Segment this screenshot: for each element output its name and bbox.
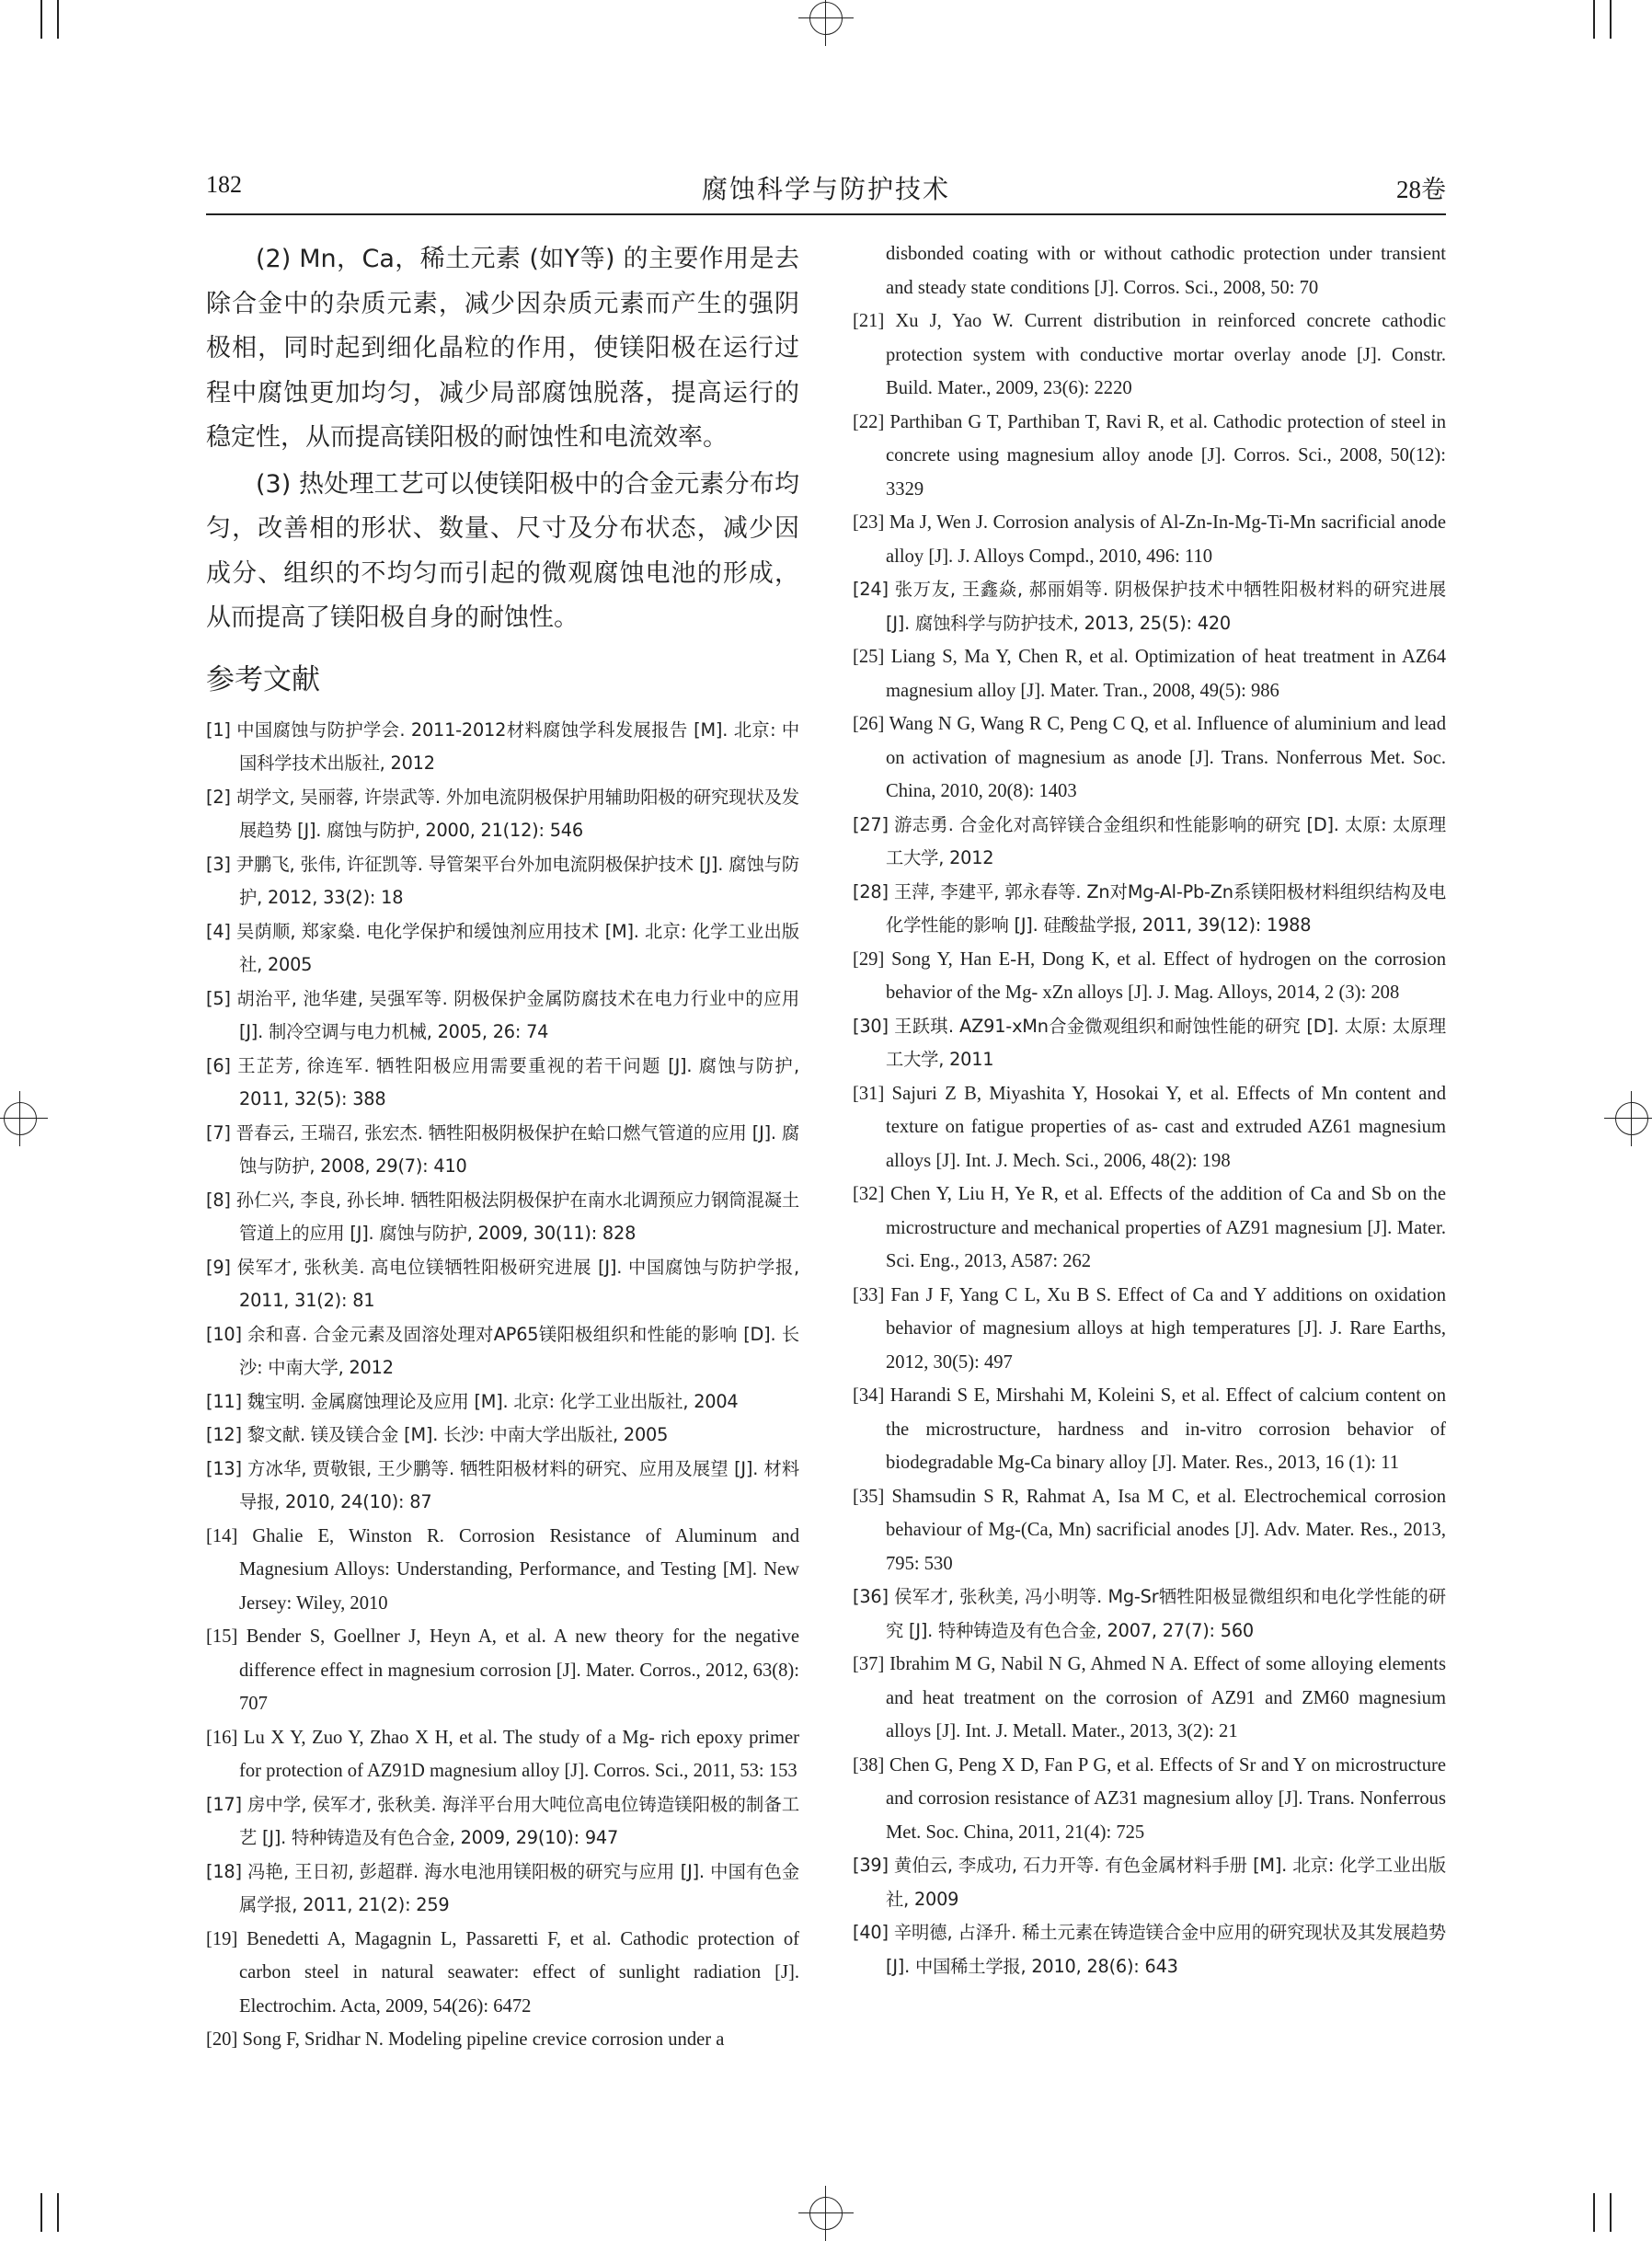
reference-item: [10] 余和喜. 合金元素及固溶处理对AP65镁阳极组织和性能的影响 [D]. 长沙: 中南大学, 2012 — [206, 1323, 799, 1378]
conclusion-paragraph-3: (3) 热处理工艺可以使镁阳极中的合金元素分布均匀，改善相的形状、数量、尺寸及分布状态，减少因成分、组织的不均匀而引起的微观腐蚀电池的形成，从而提高了镁阳极自身的耐蚀性。 — [206, 469, 799, 632]
reference-item: [12] 黎文献. 镁及镁合金 [M]. 长沙: 中南大学出版社, 2005 — [206, 1424, 669, 1445]
reference-item: [18] 冯艳, 王日初, 彭超群. 海水电池用镁阳极的研究与应用 [J]. 中国有色金属学报, 2011, 21(2): 259 — [206, 1860, 799, 1915]
reference-item-continuation: disbonded coating with or without cathodic protection under transient and steady state conditions [J]. Corros. Sci., 2008, 50: 70 — [886, 244, 1446, 298]
reference-item: [20] Song F, Sridhar N. Modeling pipeline crevice corrosion under a — [206, 2029, 725, 2050]
reference-item: [6] 王芷芳, 徐连军. 牺牲阳极应用需要重视的若干问题 [J]. 腐蚀与防护, 2011, 32(5): 388 — [206, 1054, 799, 1109]
reference-item: [17] 房中学, 侯军才, 张秋美. 海洋平台用大吨位高电位铸造镁阳极的制备工艺 [J]. 特种铸造及有色合金, 2009, 29(10): 947 — [206, 1793, 799, 1848]
crop-mark-tr-v2 — [1610, 0, 1612, 39]
reference-item: [8] 孙仁兴, 李良, 孙长坤. 牺牲阳极法阴极保护在南水北调预应力钢筒混凝土管道上的应用 [J]. 腐蚀与防护, 2009, 30(11): 828 — [206, 1189, 799, 1244]
page-number: 182 — [206, 171, 242, 198]
header-rule — [206, 213, 1446, 215]
references-heading: 参考文献 — [206, 662, 320, 696]
reference-item: [4] 吴荫顺, 郑家燊. 电化学保护和缓蚀剂应用技术 [M]. 北京: 化学工业出版社, 2005 — [206, 920, 799, 975]
registration-mark-top — [798, 0, 854, 46]
crop-mark-br-v — [1593, 2193, 1595, 2232]
reference-item: [2] 胡学文, 吴丽蓉, 许崇武等. 外加电流阴极保护用辅助阳极的研究现状及发展趋势 [J]. 腐蚀与防护, 2000, 21(12): 546 — [206, 786, 799, 841]
crop-mark-tl-v2 — [57, 0, 59, 39]
reference-item: [14] Ghalie E, Winston R. Corrosion Resistance of Aluminum and Magnesium Alloys: Understanding, Performance, and Testing [M]. New Jersey: Wiley, 2010 — [206, 1525, 799, 1614]
reference-item: [26] Wang N G, Wang R C, Peng C Q, et al. Influence of aluminium and lead on activation of magnesium as anode [J]. Trans. Nonferrous Met. Soc. China, 2010, 20(8): 1403 — [853, 714, 1446, 801]
registration-mark-right — [1604, 1091, 1652, 1146]
reference-item: [13] 方冰华, 贾敬银, 王少鹏等. 牺牲阳极材料的研究、应用及展望 [J]. 材料导报, 2010, 24(10): 87 — [206, 1457, 799, 1512]
reference-item: [29] Song Y, Han E-H, Dong K, et al. Effect of hydrogen on the corrosion behavior of the Mg- xZn alloys [J]. J. Mag. Alloys, 2014, 2 (3): 208 — [853, 948, 1446, 1003]
reference-item: [19] Benedetti A, Magagnin L, Passaretti F, et al. Cathodic protection of carbon steel in natural seawater: effect of sunlight radiation [J]. Electrochim. Acta, 2009, 54(26): 6472 — [206, 1928, 799, 2017]
registration-mark-bottom — [798, 2186, 854, 2241]
journal-title: 腐蚀科学与防护技术 — [701, 176, 950, 204]
reference-item: [7] 晋春云, 王瑞召, 张宏杰. 牺牲阳极阴极保护在蛤口燃气管道的应用 [J]. 腐蚀与防护, 2008, 29(7): 410 — [206, 1121, 799, 1177]
reference-list-right — [853, 237, 1446, 1983]
reference-item: [33] Fan J F, Yang C L, Xu B S. Effect of Ca and Y additions on oxidation behavior of magnesium alloys at high temperatures [J]. J. Rare Earths, 2012, 30(5): 497 — [853, 1284, 1446, 1373]
running-header — [206, 166, 1446, 212]
reference-item: [30] 王跃琪. AZ91-xMn合金微观组织和耐蚀性能的研究 [D]. 太原: 太原理工大学, 2011 — [853, 1015, 1446, 1070]
reference-item: [39] 黄伯云, 李成功, 石力开等. 有色金属材料手册 [M]. 北京: 化学工业出版社, 2009 — [853, 1855, 1446, 1910]
reference-list-left — [206, 714, 799, 2057]
reference-item: [37] Ibrahim M G, Nabil N G, Ahmed N A. Effect of some alloying elements and heat treatment on the corrosion of AZ91 and ZM60 magnesium alloys [J]. Int. J. Metall. Mater., 2013, 3(2): 21 — [853, 1654, 1446, 1741]
right-column — [853, 237, 1446, 1983]
reference-item: [31] Sajuri Z B, Miyashita Y, Hosokai Y, et al. Effects of Mn content and texture on fatigue properties of as- cast and extruded AZ61 magnesium alloys [J]. Int. J. Mech. Sci., 2006, 48(2): 198 — [853, 1083, 1446, 1171]
crop-mark-tr-v — [1593, 0, 1595, 39]
crop-mark-bl-v — [40, 2193, 42, 2232]
reference-item: [22] Parthiban G T, Parthiban T, Ravi R, et al. Cathodic protection of steel in concrete using magnesium alloy anode [J]. Corros. Sci., 2008, 50(12): 3329 — [853, 411, 1446, 500]
crop-mark-br-v2 — [1610, 2193, 1612, 2232]
reference-item: [35] Shamsudin S R, Rahmat A, Isa M C, et al. Electrochemical corrosion behaviour of Mg-(Ca, Mn) sacrificial anodes [J]. Adv. Mater. Res., 2013, 795: 530 — [853, 1486, 1446, 1574]
crop-mark-bl-v2 — [57, 2193, 59, 2232]
reference-item: [11] 魏宝明. 金属腐蚀理论及应用 [M]. 北京: 化学工业出版社, 2004 — [206, 1390, 739, 1412]
reference-item: [1] 中国腐蚀与防护学会. 2011-2012材料腐蚀学科发展报告 [M]. 北京: 中国科学技术出版社, 2012 — [206, 718, 799, 774]
reference-item: [32] Chen Y, Liu H, Ye R, et al. Effects of the addition of Ca and Sb on the microstructure and mechanical properties of AZ91 magnesium [J]. Mater. Sci. Eng., 2013, A587: 262 — [853, 1184, 1446, 1271]
registration-mark-left — [0, 1091, 48, 1146]
reference-item: [5] 胡治平, 池华建, 吴强军等. 阴极保护金属防腐技术在电力行业中的应用 [J]. 制冷空调与电力机械, 2005, 26: 74 — [206, 987, 799, 1042]
reference-item: [9] 侯军才, 张秋美. 高电位镁牺牲阳极研究进展 [J]. 中国腐蚀与防护学报, 2011, 31(2): 81 — [206, 1256, 799, 1311]
left-column — [206, 237, 799, 2057]
reference-item: [21] Xu J, Yao W. Current distribution in reinforced concrete cathodic protection system with conductive mortar overlay anode [J]. Constr. Build. Mater., 2009, 23(6): 2220 — [853, 311, 1446, 398]
reference-item: [34] Harandi S E, Mirshahi M, Koleini S, et al. Effect of calcium content on the microstructure, hardness and in-vitro corrosion behavior of biodegradable Mg-Ca binary alloy [J]. Mater. Res., 2013, 16 (1): 11 — [853, 1385, 1446, 1473]
volume-label: 28卷 — [1396, 176, 1446, 203]
reference-item: [25] Liang S, Ma Y, Chen R, et al. Optimization of heat treatment in AZ64 magnesium alloy [J]. Mater. Tran., 2008, 49(5): 986 — [853, 647, 1446, 701]
reference-item: [28] 王萍, 李建平, 郭永春等. Zn对Mg-Al-Pb-Zn系镁阳极材料组织结构及电化学性能的影响 [J]. 硅酸盐学报, 2011, 39(12): 1988 — [853, 880, 1446, 936]
reference-item: [15] Bender S, Goellner J, Heyn A, et al. A new theory for the negative difference effect in magnesium corrosion [J]. Mater. Corros., 2012, 63(8): 707 — [206, 1626, 799, 1714]
reference-item: [23] Ma J, Wen J. Corrosion analysis of Al-Zn-In-Mg-Ti-Mn sacrificial anode alloy [J]. J. Alloys Compd., 2010, 496: 110 — [853, 512, 1446, 567]
reference-item: [3] 尹鹏飞, 张伟, 许征凯等. 导管架平台外加电流阴极保护技术 [J]. 腐蚀与防护, 2012, 33(2): 18 — [206, 853, 799, 908]
reference-item: [40] 辛明德, 占泽升. 稀土元素在铸造镁合金中应用的研究现状及其发展趋势 [J]. 中国稀土学报, 2010, 28(6): 643 — [853, 1922, 1446, 1977]
conclusion-paragraph-2: (2) Mn，Ca，稀土元素 (如Y等) 的主要作用是去除合金中的杂质元素，减少因杂质元素而产生的强阴极相，同时起到细化晶粒的作用，使镁阳极在运行过程中腐蚀更加均匀，减少局部腐蚀脱落，提高运行的稳定性，从而提高镁阳极的耐蚀性和电流效率。 — [206, 245, 799, 452]
reference-item: [16] Lu X Y, Zuo Y, Zhao X H, et al. The study of a Mg- rich epoxy primer for protection of AZ91D magnesium alloy [J]. Corros. Sci., 2011, 53: 153 — [206, 1727, 799, 1781]
reference-item: [24] 张万友, 王鑫焱, 郝丽娟等. 阴极保护技术中牺牲阳极材料的研究进展 [J]. 腐蚀科学与防护技术, 2013, 25(5): 420 — [853, 579, 1446, 634]
crop-mark-tl-v — [40, 0, 42, 39]
reference-item: [36] 侯军才, 张秋美, 冯小明等. Mg-Sr牺牲阳极显微组织和电化学性能的研究 [J]. 特种铸造及有色合金, 2007, 27(7): 560 — [853, 1586, 1446, 1641]
reference-item: [27] 游志勇. 合金化对高锌镁合金组织和性能影响的研究 [D]. 太原: 太原理工大学, 2012 — [853, 813, 1446, 868]
reference-item: [38] Chen G, Peng X D, Fan P G, et al. Effects of Sr and Y on microstructure and corrosion resistance of AZ31 magnesium alloy [J]. Trans. Nonferrous Met. Soc. China, 2011, 21(4): 725 — [853, 1754, 1446, 1843]
